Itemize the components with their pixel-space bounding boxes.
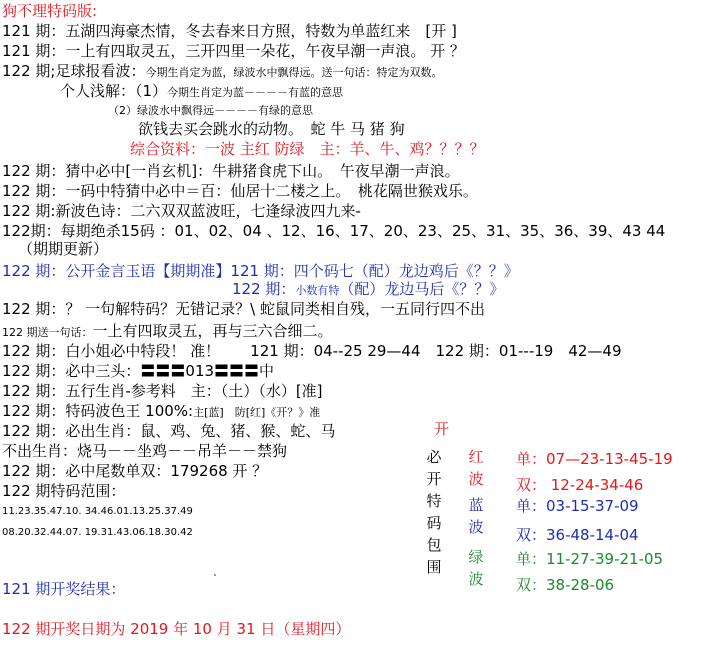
line-range-2: 08.20.32.44.07. 19.31.43.06.18.30.42	[2, 527, 193, 538]
line-wave-poem: 122 期:新波色诗：二六双双蓝波旺，七逢绿波四九来-	[2, 202, 361, 220]
send-sentence-label: 122 期送一句话：	[2, 326, 93, 339]
interpretation-text: 今期生肖定为蓝－－－－有蓝的意思	[167, 86, 344, 99]
line-121-poem-2: 121 期：一上有四取灵五，三开四里一朵花，午夜早潮一声浪。 开 ？	[2, 42, 465, 60]
wave-king-label: 122 期：特码波色王 100%:	[2, 402, 194, 420]
blue-single: 单：03-15-37-09	[516, 497, 639, 515]
green-wave-label: 绿波	[468, 548, 484, 588]
golden-words-121: 121 期：四个码七（配）龙边鸡后《？？》	[230, 262, 519, 280]
line-wave-king	[2, 402, 320, 422]
line-update-note: （期期更新）	[18, 240, 109, 258]
line-five-elements: 122 期：五行生肖-参考料 主：（土）（水）[准]	[2, 382, 323, 400]
page-header: 狗不理特码版:	[2, 2, 98, 20]
small-number-text: 小数有特	[295, 284, 340, 297]
line-one-sentence: 122 期：？ 一句解特码？无错记录？\ 蛇鼠同类相自残，一五同行四不出	[2, 300, 485, 318]
line-range-title: 122 期特码范围：	[2, 482, 126, 500]
vertical-must-open: 必开特码包围	[426, 448, 442, 576]
kai-label: 开	[434, 420, 450, 438]
line-guess-zodiac: 122 期：猜中必中[一肖玄机]：牛耕猪食虎下山。 午夜早潮一声浪。	[2, 162, 460, 180]
stray-dot	[214, 574, 216, 576]
red-single: 单：07—23-13-45-19	[516, 450, 673, 468]
line-summary: 综合资料：一波 主红 防绿 主：羊、牛、鸡？？？？	[130, 140, 485, 158]
line-121-poem: 121 期：五湖四海豪杰情，冬去春来日方照，特数为单蓝红来 [开 ]	[2, 22, 457, 40]
line-tail-numbers: 122 期：必中尾数单双：179268 开 ？	[2, 462, 268, 480]
line-interpretation-1	[60, 82, 343, 102]
line-zodiac-hint: 欲钱去买会跳水的动物。 蛇 牛 马 猪 狗	[138, 120, 405, 138]
line-small-number	[232, 280, 504, 300]
line-not-zodiac: 不出生肖：烧马－－坐鸡－－吊羊－－禁狗	[2, 442, 288, 460]
red-double: 双： 12-24-34-46	[516, 476, 644, 494]
small-number-label: 122 期：	[232, 280, 296, 298]
football-text: 今期生肖定为蓝，绿波水中飘得远。送一句话：特定为双数。	[145, 66, 443, 79]
wave-king-text: 主[蓝] 防[红]《开？》准	[193, 406, 321, 419]
golden-words-label: 122 期：公开金言玉语【期期准】	[2, 262, 231, 280]
line-range-1: 11.23.35.47.10. 34.46.01.13.25.37.49	[2, 506, 193, 517]
send-sentence-text: 一上有四取灵五，再与三六合细二。	[92, 322, 333, 340]
line-must-zodiac: 122 期：必出生肖：鼠、鸡、兔、猪、猴、蛇、马	[2, 422, 336, 440]
line-white-lady: 122 期：白小姐必中特段！ 准！ 121 期：04--25 29—44 122 期：01---19 42—49	[2, 342, 622, 360]
line-interpretation-2: （2）绿波水中飘得远－－－－有绿的意思	[108, 104, 313, 117]
blue-wave-label: 蓝波	[468, 496, 484, 536]
interpretation-label: 个人浅解：（1）	[60, 82, 168, 100]
green-single: 单：11-27-39-21-05	[516, 550, 664, 568]
line-three-heads: 122 期：必中三头：〓〓〓013〓〓〓中	[2, 362, 275, 380]
red-wave-label: 红波	[468, 448, 484, 488]
line-122-date: 122 期开奖日期为 2019 年 10 月 31 日（星期四）	[2, 620, 351, 638]
small-number-rest: （配）龙边马后《？？》	[339, 280, 505, 298]
line-send-sentence	[2, 322, 333, 342]
line-golden-words	[2, 262, 519, 280]
football-label: 122 期;足球报看波：	[2, 62, 146, 80]
green-double: 双：38-28-06	[516, 576, 615, 594]
line-football	[2, 62, 442, 82]
line-kill-codes: 122期：每期绝杀15码 ：01、02、04 、12、16、17、20、23、25、31、35、36、39、43 44	[2, 222, 666, 240]
line-one-code: 122 期：一码中特猜中必中＝百：仙居十二楼之上。 桃花隔世猴戏乐。	[2, 182, 478, 200]
line-121-result: 121 期开奖结果：	[2, 580, 126, 598]
blue-double: 双：36-48-14-04	[516, 526, 639, 544]
